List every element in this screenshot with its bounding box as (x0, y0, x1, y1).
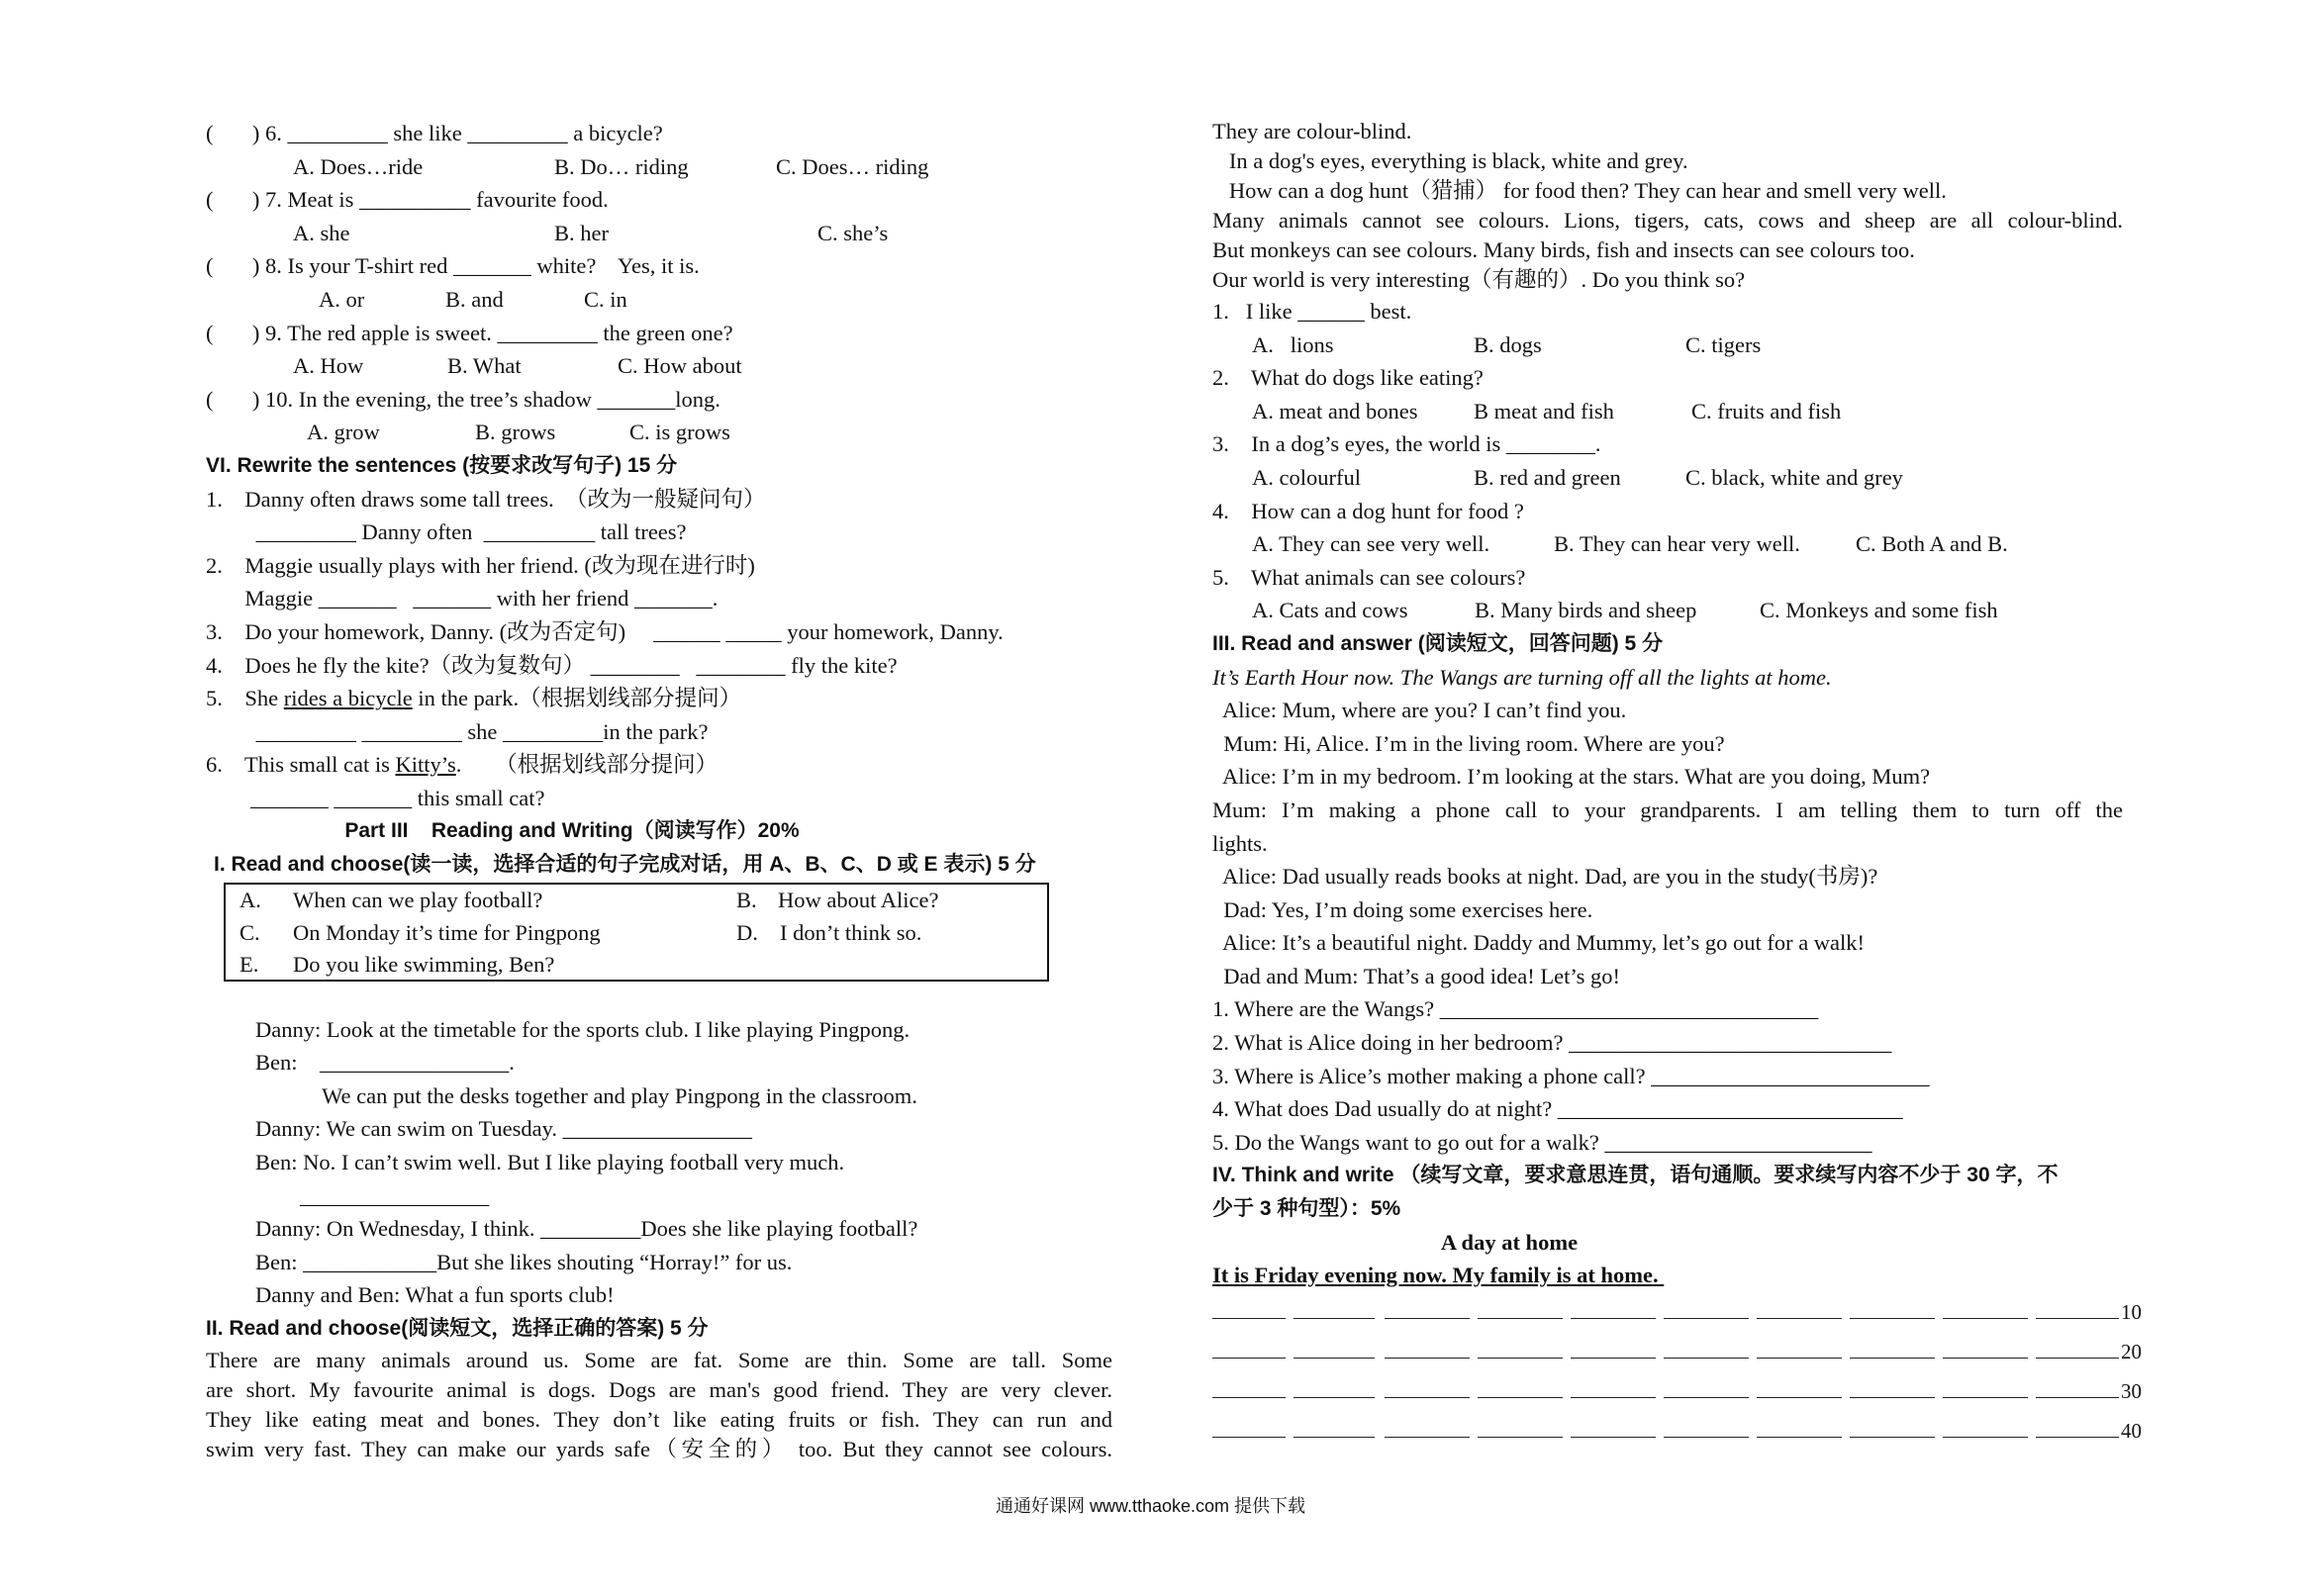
rewrite-2-answer: Maggie _______ _______ with her friend _______. (206, 586, 719, 611)
writing-lines (1212, 1292, 2142, 1451)
rewrite-5: 5. She rides a bicycle in the park.（根据划线部分提问） (206, 686, 742, 711)
rewrite-5-answer: _________ _________ she _________in the park? (206, 718, 709, 744)
rewrite-6-answer: _______ _______ this small cat? (206, 785, 545, 810)
word-count-label: 20 (2121, 1339, 2142, 1363)
section-4-title: IV. Think and write （续写文章，要求意思连贯，语句通顺。要求续写内容不少于 30 字，不 (1212, 1164, 2059, 1187)
section-3-intro: It’s Earth Hour now. The Wangs are turning off all the lights at home. (1212, 664, 1832, 690)
page-footer: 通通好课网 www.tthaoke.com 提供下载 (995, 1496, 1306, 1516)
rewrite-4: 4. Does he fly the kite?（改为复数句） ________ ________ fly the kite? (206, 652, 898, 678)
choice-box: A. When can we play football? B. How about Alice? C. On Monday it’s time for Pingpong D. I don’t think so. E. Do you like swimming, Ben? (206, 882, 1116, 982)
rewrite-2: 2. Maggie usually plays with her friend. (改为现在进行时) (206, 552, 755, 578)
underlined-word: Kitty’s (395, 752, 456, 778)
writing-row (1212, 1371, 2142, 1411)
section-1-title: I. Read and choose(读一读，选择合适的句子完成对话，用 A、B、C、D 或 E 表示) 5 分 (214, 853, 1036, 877)
question-6-options: A. Does…ride B. Do… riding C. Does… riding (293, 153, 929, 179)
rewrite-1: 1. Danny often draws some tall trees. （改为一般疑问句） (206, 486, 766, 512)
word-count-label: 40 (2121, 1418, 2142, 1443)
question-7: ( ) 7. Meat is __________ favourite food. (206, 187, 609, 213)
section-3-title: III. Read and answer (阅读短文，回答问题) 5 分 (1212, 631, 1664, 655)
dialogue: Danny: Look at the timetable for the sports club. I like playing Pingpong. Ben: _________________. We can put the desks together and play Pingpong in the classroom. Danny: We can swim on Tuesday. _________________ Ben: No. I can’t swim well. But I like playing football very much. _________________ Danny: On Wednesday, I think. _________Does she like playing football? Ben: ____________But she likes shouting “Horray!” for us. Danny and Ben: What a fun sports club! (255, 1016, 918, 1308)
question-8-options: A. or B. and C. in (319, 286, 627, 312)
mcq-list: 1. I like ______ best. A. lions B. dogs C. tigers 2. What do dogs like eating? A. meat and bones B meat and fish C. fruits and fish 3. In a dog’s eyes, the world is ________. A. colourful B. red and green C. black, white and grey 4. How can a dog hunt for food ? A. They can see very well. B. They can hear very well. C. Both A and B. 5. What animals can see colours? A. Cats and cows B. Many birds and sheep C. Monkeys and some fish (1212, 299, 2008, 623)
word-count-label: 30 (2121, 1378, 2142, 1403)
left-column (206, 117, 1116, 1464)
underlined-phrase: rides a bicycle (283, 686, 413, 711)
rewrite-6: 6. This small cat is Kitty’s. （根据划线部分提问） (206, 752, 719, 778)
rewrite-1-answer: _________ Danny often __________ tall trees? (206, 519, 687, 545)
question-10: ( ) 10. In the evening, the tree’s shadow _______long. (206, 386, 720, 412)
section-6-title: VI. Rewrite the sentences (按要求改写句子) 15 分 (206, 453, 678, 477)
part-3-title: Part III Reading and Writing（阅读写作）20% (344, 819, 800, 843)
essay-title: A day at home (1440, 1229, 1579, 1255)
reading-passage: There are many animals around us. Some are fat. Some are thin. Some are tall. Some are short. My favourite animal is dogs. Dogs are man's good friend. They are very clever. They like eating meat and bones. They don’t like eating fruits or fish. They can run and swim very fast. They can make our yards safe（安全的） too. But they cannot see colours. (206, 1347, 1112, 1461)
answer-questions: 1. Where are the Wangs? __________________________________ 2. What is Alice doing in her bedroom? _____________________________ 3. Where is Alice’s mother making a phone call? _________________________ 4. What does Dad usually do at night? _______________________________ 5. Do the Wangs want to go out for a walk? ________________________ (1212, 996, 1930, 1155)
question-7-options: A. she B. her C. she’s (293, 220, 889, 245)
rewrite-3: 3. Do your homework, Danny. (改为否定句) ______ _____ your homework, Danny. (206, 618, 1004, 644)
essay-start: It is Friday evening now. My family is at home. (1212, 1263, 1665, 1288)
word-count-label: 10 (2121, 1299, 2142, 1324)
right-column: They are colour-blind. In a dog's eyes, everything is black, white and grey. How can a dog hunt（猎捕） for food then? They can hear and smell very well. Many animals cannot see colours. Lions, tigers, cats, cows and sheep are all colour-blind. But monkeys can see colours. Many birds, fish and insects can see colours too. Our world is very interesting（有趣的）. Do you think so? 1. I like ______ best. A. lions B. dogs C. tigers 2. What do dogs like eating? A. meat and bones B meat and fish C. fruits and fish 3. In a dog’s eyes, the world is ________. A. colourful B. red and green C. black, white and grey 4. How can a dog hunt for food ? A. They can see very well. B. They can hear very well. C. Both A and B. 5. What animals can see colours? A. Cats and cows B. Many birds and sheep C. Monkeys and some fish III. Read and answer (阅读短文，回答问题) 5 分 It’s Earth Hour now. The Wangs are turning off all the lights at home. Alice: Mum, where are you? I can’t find you. Mum: Hi, Alice. I’m in the living room. Where are you? Alice: I’m in my bedroom. I’m looking at the stars. What are you doing, Mum? Mum: I’m making a phone call to your grandparents. I am telling them to turn off the lights. Alice: Dad usually reads books at night. Dad, are you in the study(书房)? Dad: Yes, I’m doing some exercises here. Alice: It’s a beautiful night. Daddy and Mummy, let’s go out for a walk! Dad and Mum: That’s a good idea! Let’s go! 1. Where are the Wangs? __________________________________ 2. What is Alice doing in her bedroom? _____________________________ 3. Where is Alice’s mother making a phone call? _________________________ 4. What does Dad usually do at night? _______________________________ 5. Do the Wangs want to go out for a walk? ________________________ IV. Think and write （续写文章，要求意思连贯，语句通顺。要求续写内容不少于 30 字，不 少于 3 种句型）：5% A day at home It is Friday evening now. My family is at home. 10 20 30 40 (1212, 117, 2128, 1451)
reading-passage-cont: They are colour-blind. In a dog's eyes, everything is black, white and grey. How can a dog hunt（猎捕） for food then? They can hear and smell very well. Many animals cannot see colours. Lions, tigers, cats, cows and sheep are all colour-blind. But monkeys can see colours. Many birds, fish and insects can see colours too. Our world is very interesting（有趣的）. Do you think so? (1212, 119, 2123, 292)
question-9-options: A. How B. What C. How about (293, 353, 742, 379)
writing-row (1212, 1292, 2142, 1332)
question-8: ( ) 8. Is your T-shirt red _______ white? Yes, it is. (206, 253, 700, 279)
writing-row (1212, 1411, 2142, 1451)
writing-row (1212, 1332, 2142, 1371)
question-10-options: A. grow B. grows C. is grows (307, 420, 730, 445)
section-4-title-cont: 少于 3 种句型）：5% (1212, 1197, 1401, 1221)
question-6: ( ) 6. _________ she like _________ a bicycle? (206, 121, 663, 145)
section-2-title: II. Read and choose(阅读短文，选择正确的答案) 5 分 (206, 1317, 709, 1340)
question-9: ( ) 9. The red apple is sweet. _________ the green one? (206, 320, 733, 345)
